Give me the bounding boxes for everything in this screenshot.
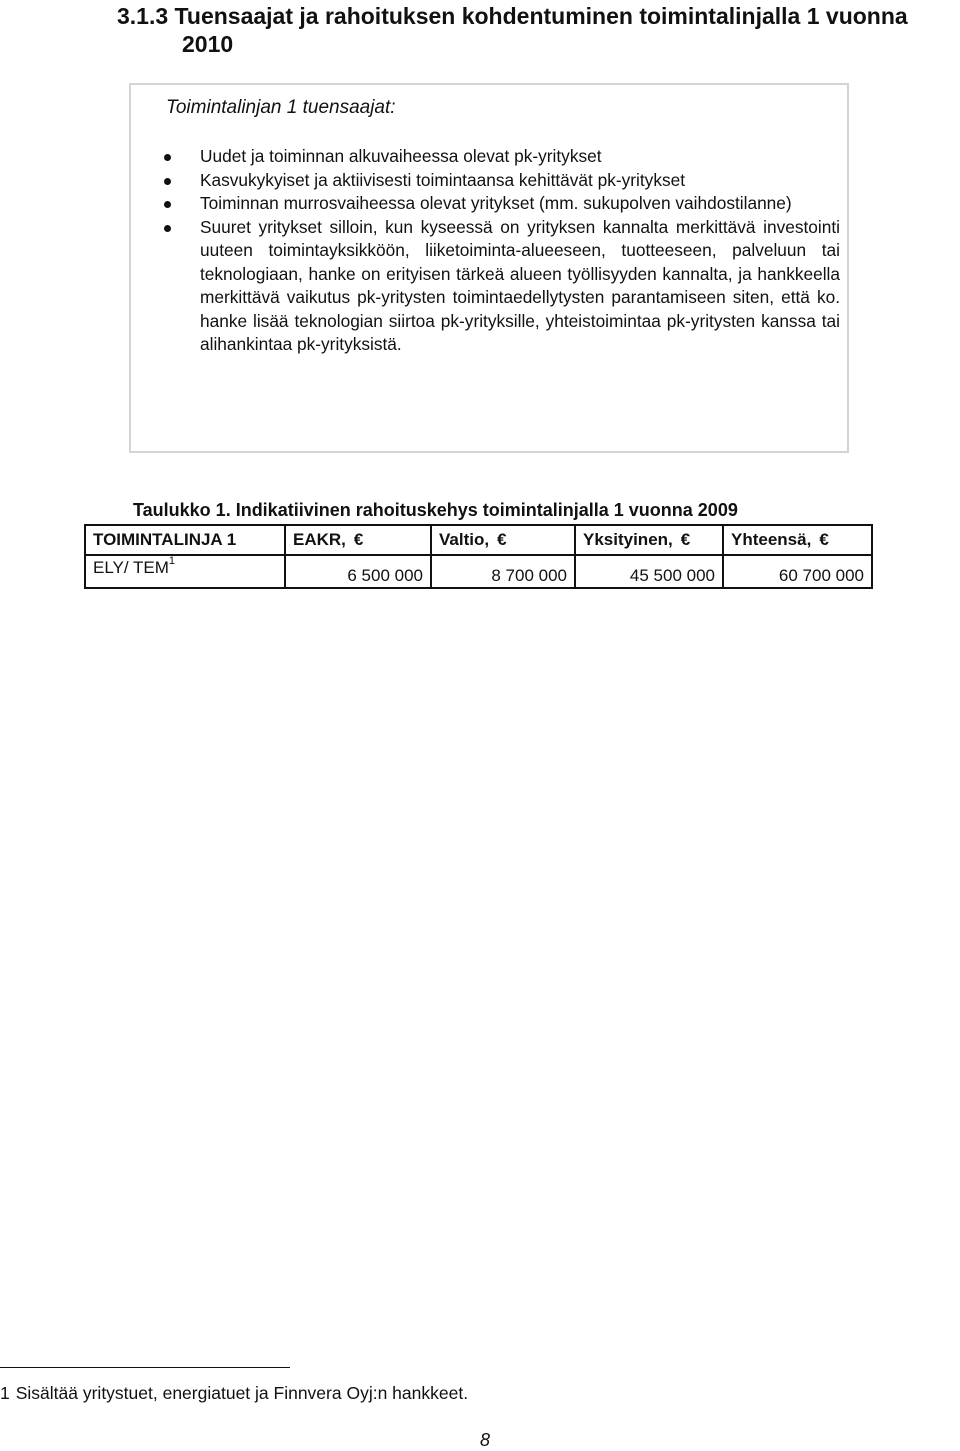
euro-icon: € xyxy=(497,530,507,549)
col-header-valtio: Valtio, € xyxy=(431,525,575,555)
col-header-yhteensa: Yhteensä, € xyxy=(723,525,872,555)
row-label-ely-tem: ELY/ TEM$^1$ xyxy=(85,555,285,588)
footnote-ref: 1 xyxy=(168,555,176,567)
cell-yksityinen: 45 500 000 xyxy=(575,555,723,588)
table-row xyxy=(85,555,872,588)
cell-valtio: 8 700 000 xyxy=(431,555,575,588)
euro-icon: € xyxy=(680,530,691,549)
col-header-eakr: EAKR, € xyxy=(285,525,431,555)
footnote xyxy=(0,1383,468,1404)
footnote-marker: 1 xyxy=(0,1383,10,1403)
cell-eakr: 6 500 000 xyxy=(285,555,431,588)
section-heading xyxy=(117,2,957,58)
footnote-divider xyxy=(0,1367,290,1368)
section-number: 3.1.3 xyxy=(117,3,169,29)
beneficiaries-list xyxy=(200,145,840,357)
beneficiary-item: Toiminnan murrosvaiheessa olevat yritykset (mm. sukupolven vaihdostilanne) xyxy=(200,192,840,216)
table-caption: Taulukko 1. Indikatiivinen rahoituskehys toimintalinjalla 1 vuonna 2009 xyxy=(133,500,738,520)
beneficiary-item: Kasvukykyiset ja aktiivisesti toimintaansa kehittävät pk-yritykset xyxy=(200,169,840,193)
euro-icon: € xyxy=(819,530,829,549)
beneficiaries-title: Toimintalinjan 1 tuensaajat: xyxy=(166,97,396,118)
col-header-toimintalinja: TOIMINTALINJA 1 xyxy=(85,525,285,555)
euro-icon: € xyxy=(353,530,364,549)
funding-table xyxy=(84,524,873,589)
col-header-yksityinen: Yksityinen, € xyxy=(575,525,723,555)
cell-yhteensa: 60 700 000 xyxy=(723,555,872,588)
beneficiary-item: Uudet ja toiminnan alkuvaiheessa olevat pk-yritykset xyxy=(200,145,840,169)
section-title-year: 2010 xyxy=(182,31,234,57)
table-header-row xyxy=(85,525,872,555)
beneficiary-item: Suuret yritykset silloin, kun kyseessä on yrityksen kannalta merkittävä investointi uuteen toimintayksikköön, liiketoiminta-alueeseen, tuotteeseen, palveluun tai teknologiaan, hanke on erityisen tärkeä alueen työllisyyden kannalta, ja hankkeella merkittävä vaikutus pk-yritysten toimintaedellytysten parantamiseen siten, että ko. hanke lisää teknologian siirtoa pk-yrityksille, yhteistoimintaa pk-yritysten kanssa tai alihankintaa pk-yrityksistä. xyxy=(200,216,840,357)
footnote-text: Sisältää yritystuet, energiatuet ja Finnvera Oyj:n hankkeet. xyxy=(15,1383,469,1403)
page-number: 8 xyxy=(480,1430,491,1450)
section-title: Tuensaajat ja rahoituksen kohdentuminen toimintalinjalla 1 vuonna xyxy=(174,3,908,29)
beneficiaries-box xyxy=(129,83,849,453)
